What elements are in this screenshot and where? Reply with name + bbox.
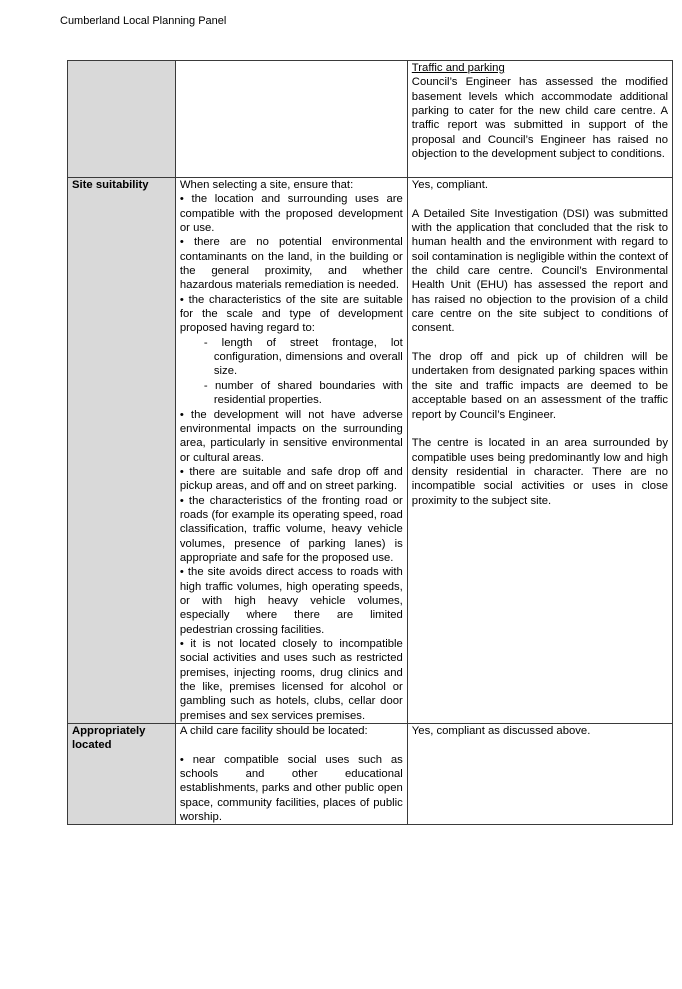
requirement-bullet: • the location and surrounding uses are compatible with the proposed development or use.: [179, 193, 403, 235]
criteria-label-appropriately-located: Appropriately located: [68, 724, 176, 825]
requirement-bullet: • the site avoids direct access to roads with high traffic volumes, high operating speeds, or with high heavy vehicle volumes, especially where there are limited pedestrian crossing facilities.: [179, 566, 403, 636]
requirement-sub-item: - number of shared boundaries with residential properties.: [203, 379, 403, 407]
response-cell: [407, 724, 672, 825]
table-row: [68, 61, 673, 178]
table-row: [68, 178, 673, 724]
requirement-intro: When selecting a site, ensure that:: [179, 179, 354, 191]
response-paragraph: The drop off and pick up of children will be undertaken from designated parking spaces within the site and traffic impacts are deemed to be acceptable based on an assessment of the traffic report by Council’s Engineer.: [411, 351, 668, 421]
requirement-cell: [175, 61, 407, 178]
document-header: Cumberland Local Planning Panel: [60, 15, 227, 27]
requirement-sub-item: - length of street frontage, lot configuration, dimensions and overall size.: [203, 336, 403, 378]
response-paragraph: The centre is located in an area surrounded by compatible uses being predominantly low and high density residential in character. There are no incompatible social activities or uses in close proximity to the subject site.: [411, 437, 668, 507]
requirement-cell: [175, 178, 407, 724]
requirement-intro: A child care facility should be located:: [179, 725, 368, 738]
table-row: [68, 724, 673, 825]
traffic-text: Council’s Engineer has assessed the modified basement levels which accommodate additional parking to cater for the new child care centre. A traffic report was submitted in support of the proposal and Council’s Engineer has raised no objection to the development subject to conditions.: [411, 76, 668, 161]
response-summary: Yes, compliant as discussed above.: [411, 725, 591, 738]
requirement-bullet: • the characteristics of the site are suitable for the scale and type of development proposed having regard to:: [179, 293, 403, 335]
requirement-bullet: • the development will not have adverse environmental impacts on the surrounding area, particularly in sensitive environmental or cultural areas.: [179, 408, 403, 464]
criteria-cell: [68, 61, 176, 178]
requirement-bullet: • there are no potential environmental contaminants on the land, in the building or the general proximity, and whether hazardous materials remediation is needed.: [179, 236, 403, 292]
requirement-bullet: • near compatible social uses such as schools and other educational establishments, parks and other public open space, community facilities, places of public worship.: [179, 753, 403, 824]
response-cell: [407, 178, 672, 724]
compliance-table: [67, 60, 673, 825]
requirement-bullet: • it is not located closely to incompatible social activities and uses such as restricted premises, injecting rooms, drug clinics and the like, premises licensed for alcohol or gambling such as hotels, clubs, cellar door premises and sex services premises.: [179, 638, 403, 722]
response-cell: [407, 61, 672, 178]
criteria-label-site-suitability: Site suitability: [68, 178, 176, 724]
requirement-bullet: • the characteristics of the fronting road or roads (for example its operating speed, road classification, traffic volume, heavy vehicle volumes, presence of parking lanes) is appropriate and safe for the proposed use.: [179, 494, 403, 564]
traffic-heading: Traffic and parking: [411, 62, 505, 74]
requirement-cell: [175, 724, 407, 825]
requirement-bullet: • there are suitable and safe drop off and pickup areas, and off and on street parking.: [179, 465, 403, 493]
response-summary: Yes, compliant.: [411, 179, 488, 191]
response-paragraph: A Detailed Site Investigation (DSI) was submitted with the application that concluded that the risk to human health and the environment with regard to soil contamination is negligible within the context of the child care centre. Council’s Environmental Health Unit (EHU) has assessed the report and has raised no objection to the provision of a child care centre on the site subject to conditions of consent.: [411, 207, 668, 335]
